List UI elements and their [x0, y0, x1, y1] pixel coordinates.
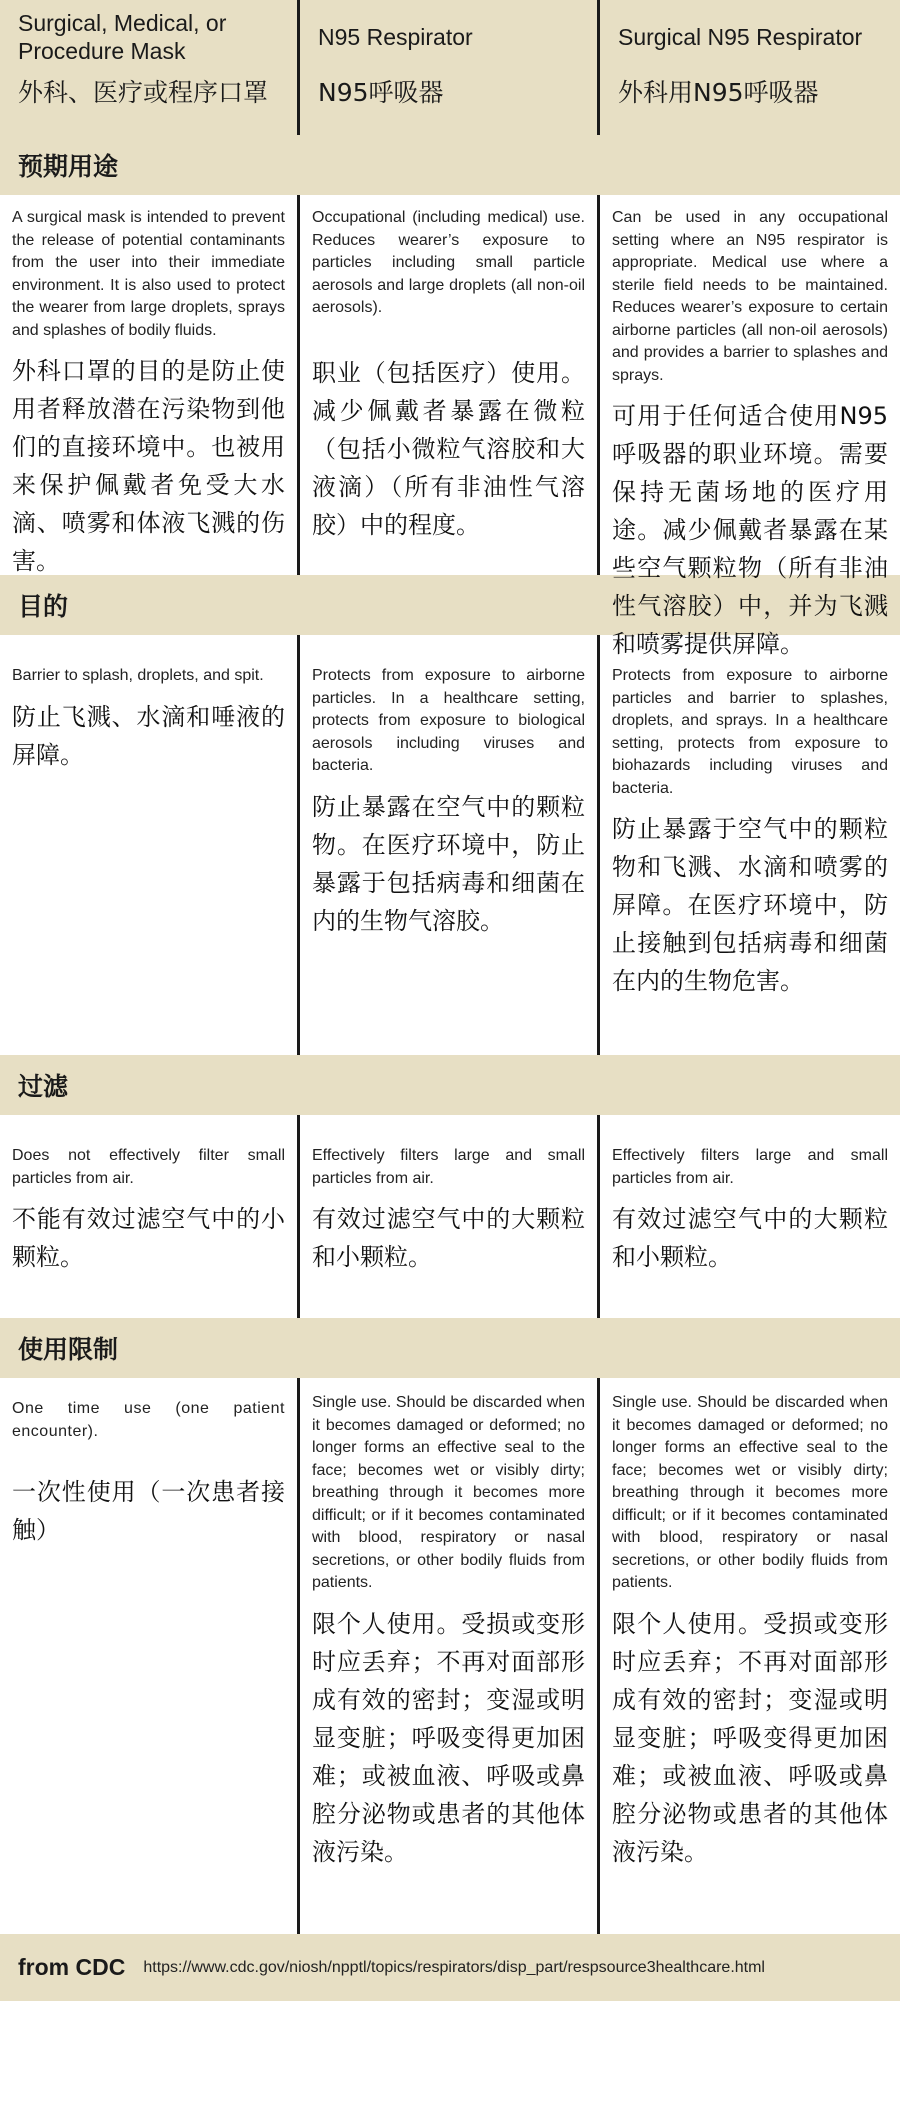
- cell-text-zh: 防止暴露在空气中的颗粒物。在医疗环境中，防止暴露于包括病毒和细菌在内的生物气溶胶。: [312, 792, 585, 935]
- cell-text-en: One time use (one patient encounter).: [12, 1400, 285, 1440]
- section-label-use-limitations: 使用限制: [0, 1318, 900, 1378]
- column-header-en: N95 Respirator: [318, 24, 473, 50]
- section-row-purpose: [0, 635, 900, 1055]
- table-cell: [300, 635, 600, 1055]
- cell-text-zh: 外科口罩的目的是防止使用者释放潜在污染物到他们的直接环境中。也被用来保护佩戴者免受大水滴、喷雾和体液飞溅的伤害。: [12, 357, 285, 575]
- cell-text-zh: 限个人使用。受损或变形时应丢弃；不再对面部形成有效的密封；变湿或明显变脏；呼吸变得更加困难；或被血液、呼吸或鼻腔分泌物或患者的其他体液污染。: [612, 1609, 888, 1866]
- table-cell: [600, 1115, 900, 1318]
- cell-text-zh: 不能有效过滤空气中的小颗粒。: [12, 1205, 285, 1271]
- table-cell: [0, 195, 300, 575]
- table-cell: [0, 635, 300, 1055]
- cell-text-zh: 职业（包括医疗）使用。减少佩戴者暴露在微粒（包括小微粒气溶胶和大液滴）（所有非油性气溶胶）中的程度。: [312, 358, 585, 539]
- section-label-intended-use: 预期用途: [0, 135, 900, 195]
- source-link[interactable]: https://www.cdc.gov/niosh/npptl/topics/respirators/disp_part/respsource3healthcare.html: [143, 1958, 765, 1976]
- cell-text-en: Occupational (including medical) use. Reduces wearer’s exposure to particles including small particle aerosols and large droplets (all non-oil aerosols).: [312, 209, 585, 316]
- cell-text-zh: 有效过滤空气中的大颗粒和小颗粒。: [312, 1205, 585, 1271]
- table-cell: [300, 1115, 600, 1318]
- column-header-n95: [300, 0, 600, 135]
- cell-text-en: Does not effectively filter small particles from air.: [12, 1147, 285, 1187]
- cell-text-zh: 限个人使用。受损或变形时应丢弃；不再对面部形成有效的密封；变湿或明显变脏；呼吸变得更加困难；或被血液、呼吸或鼻腔分泌物或患者的其他体液污染。: [312, 1609, 585, 1866]
- column-header-en: Surgical, Medical, or Procedure Mask: [18, 10, 227, 64]
- section-row-intended-use: [0, 195, 900, 658]
- column-headers: [0, 0, 900, 135]
- column-header-zh: 外科用N95呼吸器: [618, 78, 819, 107]
- cell-text-en: Protects from exposure to airborne particles. In a healthcare setting, protects from exposure to biological aerosols including viruses and bacteria.: [312, 667, 585, 774]
- table-cell: [600, 635, 900, 1055]
- cell-text-en: Effectively filters large and small particles from air.: [312, 1147, 585, 1187]
- column-header-surgical-mask: [0, 0, 300, 135]
- table-cell: [600, 1378, 900, 1934]
- source-label: from CDC: [18, 1954, 126, 1980]
- cell-text-en: Effectively filters large and small particles from air.: [612, 1147, 888, 1187]
- cell-text-zh: 防止暴露于空气中的颗粒物和飞溅、水滴和喷雾的屏障。在医疗环境中，防止接触到包括病毒和细菌在内的生物危害。: [612, 815, 888, 995]
- section-label-purpose: 目的: [0, 575, 900, 635]
- table-cell: [300, 195, 600, 575]
- column-header-zh: 外科、医疗或程序口罩: [18, 78, 269, 107]
- cell-text-en: Protects from exposure to airborne particles and barrier to splashes, droplets, and sprays. In a healthcare setting, protects from exposure to biohazards including viruses and bacteria.: [612, 667, 888, 797]
- cell-text-en: Can be used in any occupational setting where an N95 respirator is appropriate. Medical use where a sterile field needs to be maintained. Reduces wearer’s exposure to certain airborne particles (all non-oil aerosols) and provides a barrier to splashes and sprays.: [612, 209, 888, 384]
- cell-text-zh: 一次性使用（一次患者接触）: [12, 1478, 285, 1544]
- section-row-filtration: [0, 1115, 900, 1318]
- section-row-use-limitations: [0, 1378, 900, 1934]
- source-footer: [0, 1934, 900, 2001]
- table-cell: [0, 1115, 300, 1318]
- cell-text-en: Single use. Should be discarded when it becomes damaged or deformed; no longer forms an effective seal to the face; becomes wet or visibly dirty; breathing through it becomes more difficult; or if it becomes contaminated with blood, respiratory or nasal secretions, or other bodily fluids from patients.: [312, 1394, 585, 1591]
- column-header-zh: N95呼吸器: [318, 78, 444, 107]
- table-cell: [600, 195, 900, 658]
- column-header-surgical-n95: [600, 0, 900, 135]
- section-label-filtration: 过滤: [0, 1055, 900, 1115]
- table-cell: [0, 1378, 300, 1934]
- table-cell: [300, 1378, 600, 1934]
- column-header-en: Surgical N95 Respirator: [618, 24, 863, 50]
- cell-text-zh: 可用于任何适合使用N95呼吸器的职业环境。需要保持无菌场地的医疗用途。减少佩戴者暴露在某些空气颗粒物（所有非油性气溶胶）中，并为飞溅和喷雾提供屏障。: [612, 402, 888, 658]
- cell-text-en: A surgical mask is intended to prevent the release of potential contaminants from the user into their immediate environment. It is also used to protect the wearer from large droplets, sprays and splashes of bodily fluids.: [12, 209, 285, 339]
- cell-text-en: Barrier to splash, droplets, and spit.: [12, 667, 264, 684]
- cell-text-en: Single use. Should be discarded when it becomes damaged or deformed; no longer forms an effective seal to the face; becomes wet or visibly dirty; breathing through it becomes more difficult; or if it becomes contaminated with blood, respiratory or nasal secretions, or other bodily fluids from patients.: [612, 1394, 888, 1591]
- cell-text-zh: 防止飞溅、水滴和唾液的屏障。: [12, 702, 285, 769]
- cell-text-zh: 有效过滤空气中的大颗粒和小颗粒。: [612, 1205, 888, 1271]
